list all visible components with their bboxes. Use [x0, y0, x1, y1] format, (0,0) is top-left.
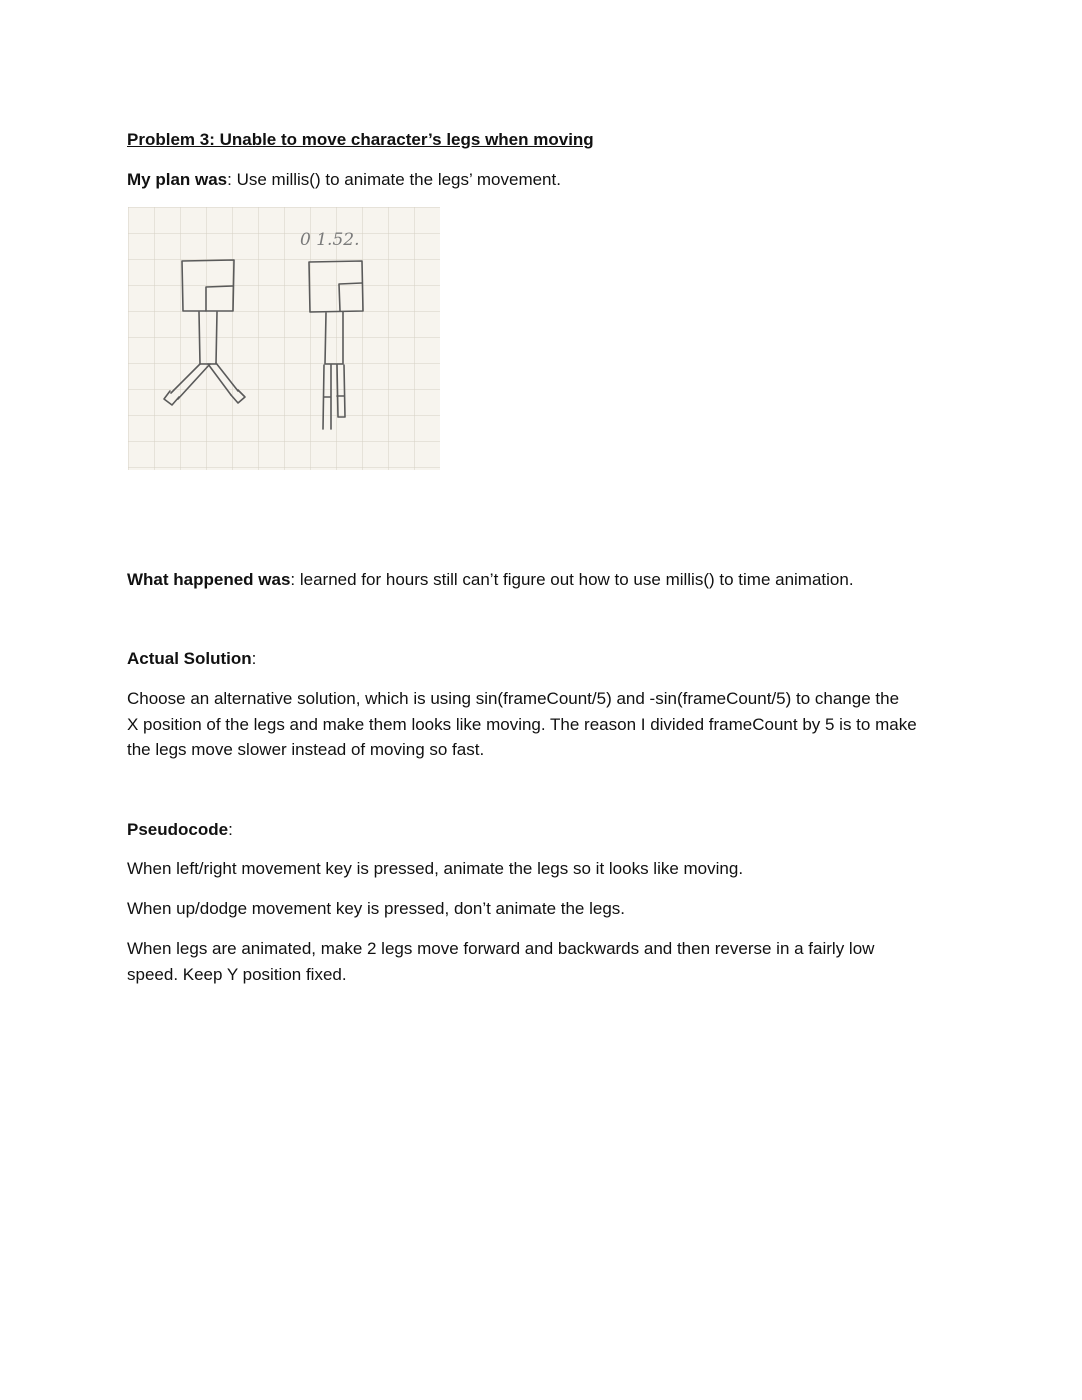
leg-animation-sketch: [128, 207, 440, 470]
solution-body: [127, 686, 967, 763]
pseudocode-line: speed. Keep Y position fixed.: [127, 964, 347, 984]
pseudocode-line: When legs are animated, make 2 legs move forward and backwards and then reverse in a fairly low: [127, 939, 875, 958]
pseudocode-colon: :: [228, 820, 233, 839]
solution-label: Actual Solution: [127, 649, 252, 668]
pseudocode-heading: [127, 819, 233, 841]
handwritten-annotation: 0 1.52.: [300, 230, 360, 250]
plan-text: : Use millis() to animate the legs’ movement.: [227, 170, 561, 189]
happened-text: : learned for hours still can’t figure out how to use millis() to time animation.: [290, 570, 854, 589]
solution-line: X position of the legs and make them looks like moving. The reason I divided frameCount by 5 is to make: [127, 714, 917, 734]
solution-line: Choose an alternative solution, which is using sin(frameCount/5) and -sin(frameCount/5) to change the: [127, 689, 900, 708]
solution-colon: :: [251, 649, 257, 668]
pseudocode-item-final: [127, 936, 967, 987]
grid-lines: [128, 207, 440, 470]
plan-label: My plan was: [127, 170, 228, 189]
pseudocode-item: When left/right movement key is pressed, animate the legs so it looks like moving.: [127, 859, 744, 878]
happened-label: What happened was: [127, 570, 291, 589]
solution-line: the legs move slower instead of moving so fast.: [127, 740, 485, 759]
plan-paragraph: [127, 169, 561, 191]
pseudocode-label: Pseudocode: [127, 820, 229, 839]
solution-heading: [127, 648, 256, 670]
happened-paragraph: [127, 569, 854, 591]
problem-title: Problem 3: Unable to move character’s legs when moving: [127, 130, 594, 149]
pseudocode-item: When up/dodge movement key is pressed, don’t animate the legs.: [127, 899, 626, 918]
